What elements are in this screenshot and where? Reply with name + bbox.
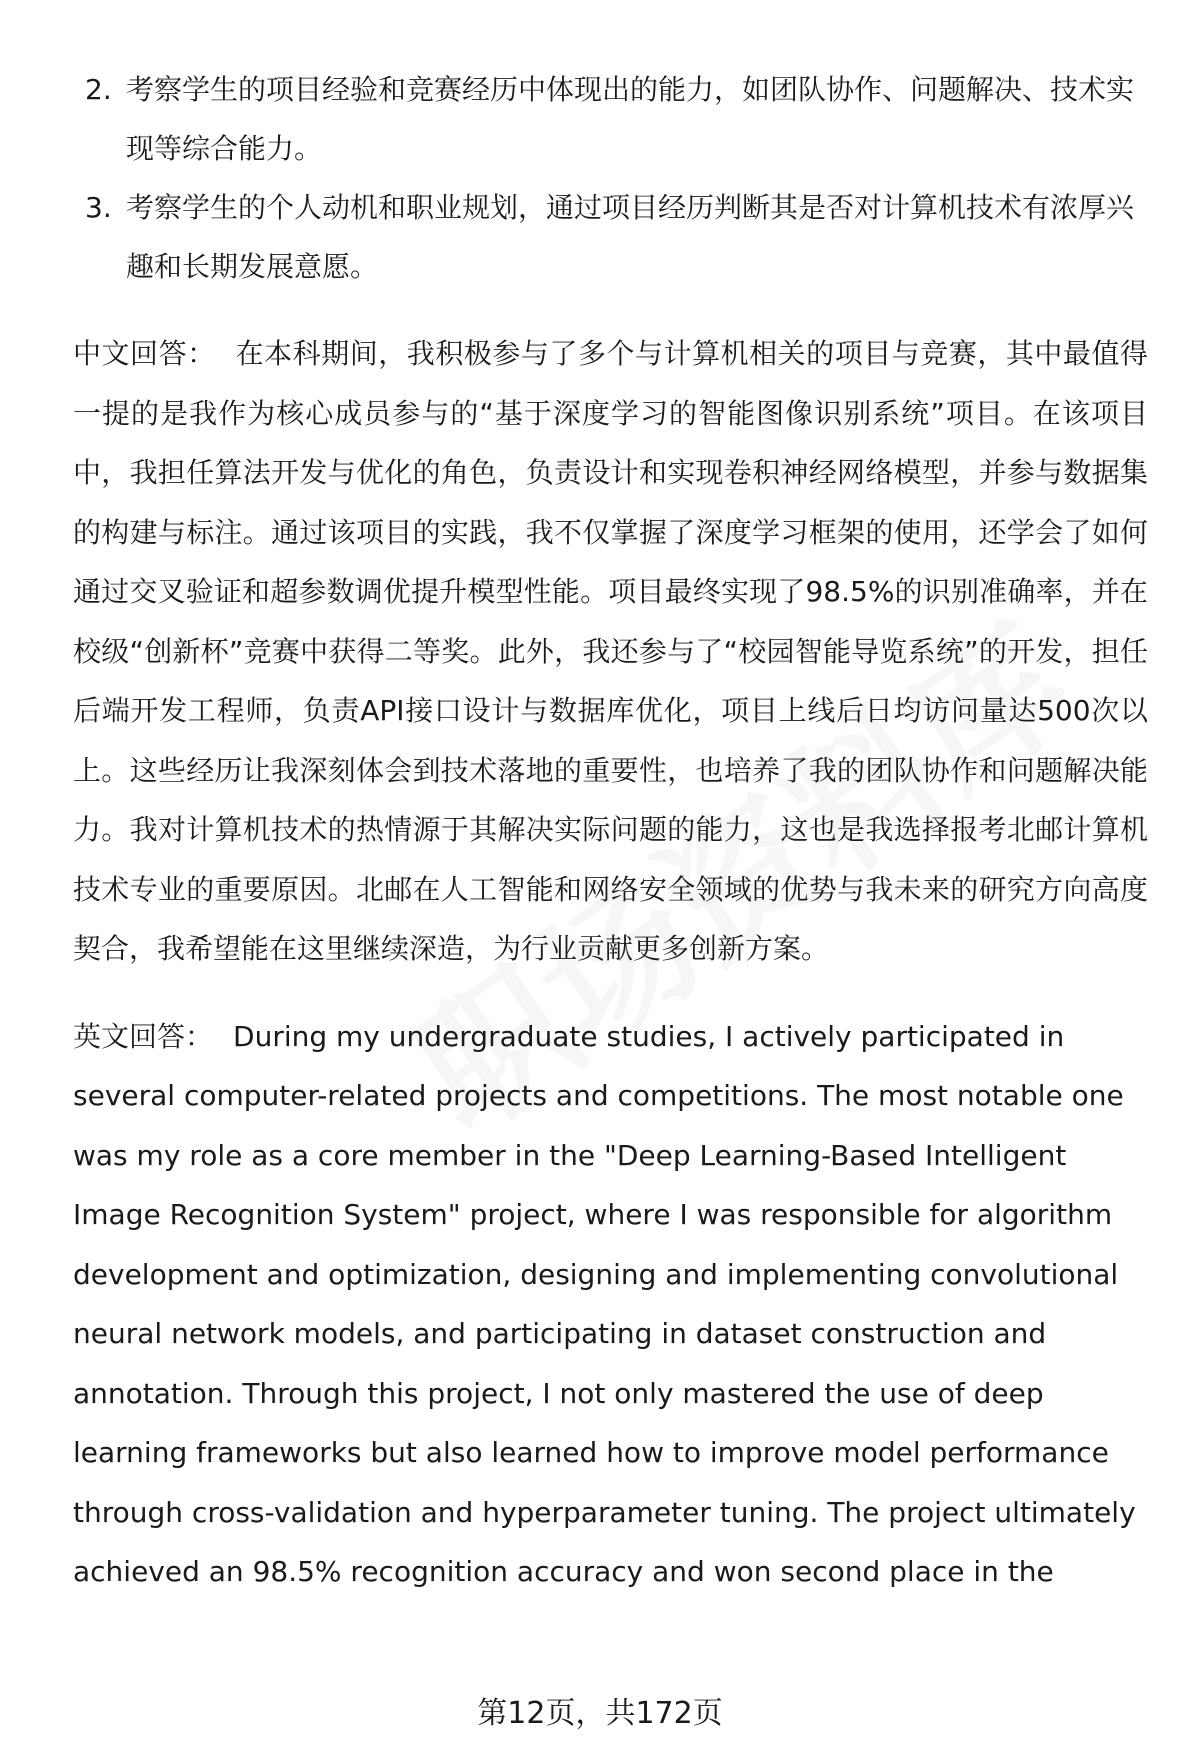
english-answer-text: During my undergraduate studies, I actively participated in several computer-related projects and competitions. The most notable one was my role as a core member in the "Deep Learning-Based Intelligent Image Recognition System" project, where I was responsible for algorithm development and optimization, designing and implementing convolutional neural network models, and participating in dataset construction and annotation. Through this project, I not only mastered the use of deep learning frameworks but also learned how to improve model performance through cross-validation and hyperparameter tuning. The project ultimately achieved an 98.5% recognition accuracy and won second place in the — [73, 1019, 1136, 1588]
chinese-answer-label: 中文回答： — [73, 337, 216, 370]
english-answer-label: 英文回答： — [73, 1019, 214, 1053]
page-content — [73, 60, 1148, 1602]
list-item-text: 考察学生的个人动机和职业规划，通过项目经历判断其是否对计算机技术有浓厚兴趣和长期发展意愿。 — [126, 191, 1135, 283]
list-item — [73, 178, 1148, 296]
list-item — [73, 60, 1148, 178]
chinese-answer-text: 在本科期间，我积极参与了多个与计算机相关的项目与竞赛，其中最值得一提的是我作为核心成员参与的“基于深度学习的智能图像识别系统”项目。在该项目中，我担任算法开发与优化的角色，负责设计和实现卷积神经网络模型，并参与数据集的构建与标注。通过该项目的实践，我不仅掌握了深度学习框架的使用，还学会了如何通过交叉验证和超参数调优提升模型性能。项目最终实现了98.5%的识别准确率，并在校级“创新杯”竞赛中获得二等奖。此外，我还参与了“校园智能导览系统”的开发，担任后端开发工程师，负责API接口设计与数据库优化，项目上线后日均访问量达500次以上。这些经历让我深刻体会到技术落地的重要性，也培养了我的团队协作和问题解决能力。我对计算机技术的热情源于其解决实际问题的能力，这也是我选择报考北邮计算机技术专业的重要原因。北邮在人工智能和网络安全领域的优势与我未来的研究方向高度契合，我希望能在这里继续深造，为行业贡献更多创新方案。 — [73, 337, 1148, 965]
page-number-footer: 第12页，共172页 — [477, 1696, 723, 1731]
list-item-number: 3. — [85, 191, 112, 224]
chinese-answer-paragraph — [73, 324, 1148, 979]
english-answer-paragraph — [73, 1007, 1148, 1602]
criteria-list — [73, 60, 1148, 296]
list-item-number: 2. — [85, 73, 112, 106]
list-item-text: 考察学生的项目经验和竞赛经历中体现出的能力，如团队协作、问题解决、技术实现等综合能力。 — [126, 73, 1135, 165]
